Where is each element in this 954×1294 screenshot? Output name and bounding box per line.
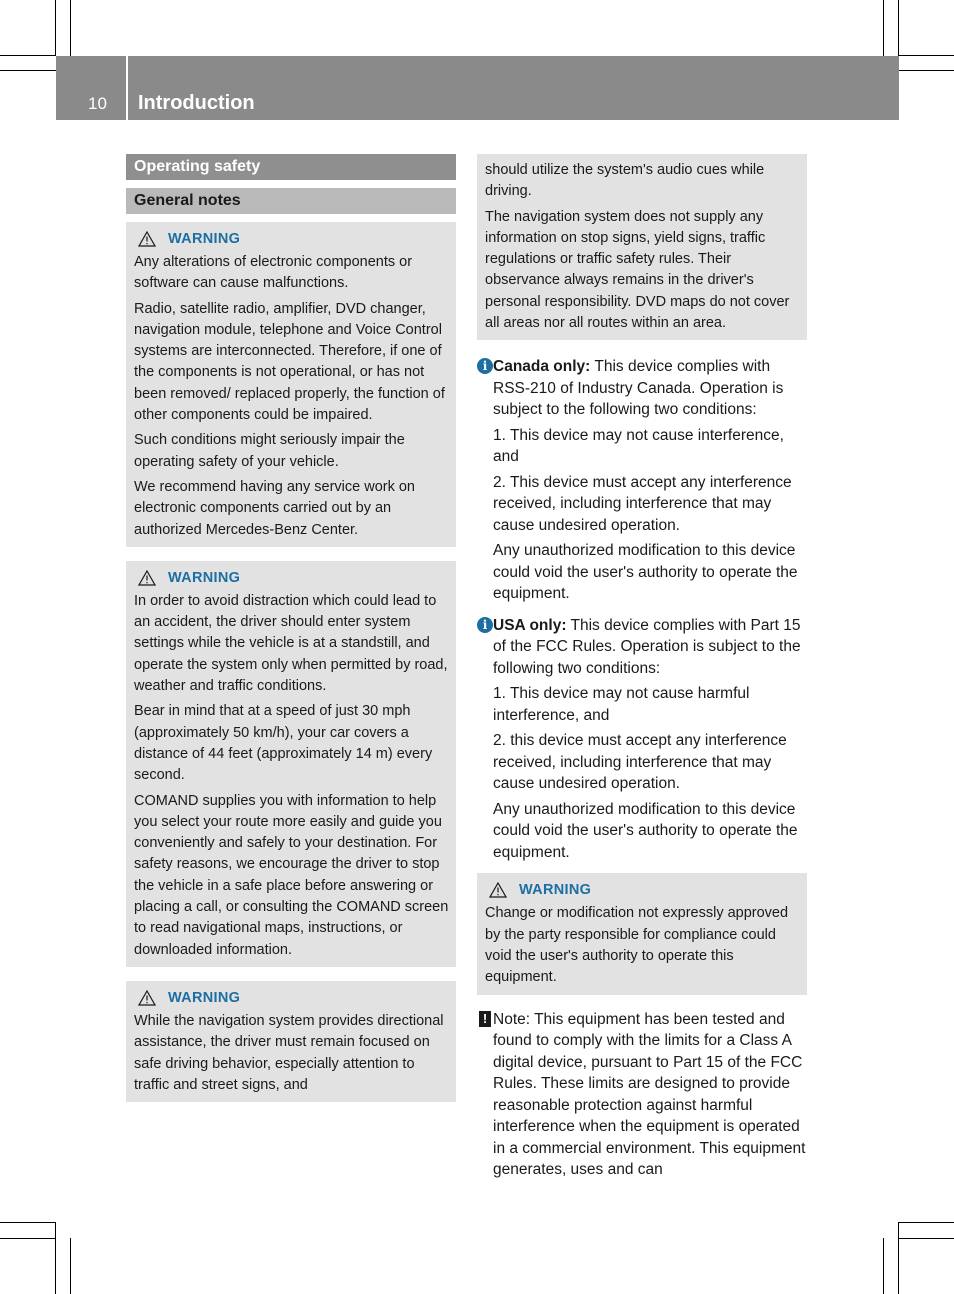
warning-text: Bear in mind that at a speed of just 30 mph (approximately 50 km/h), your car covers a distance of 44 feet (approximately 14 m) every second. (134, 703, 433, 784)
section-heading: Operating safety (126, 154, 456, 180)
crop-mark (899, 1238, 954, 1239)
warning-text: In order to avoid distraction which could lead to an accident, the driver should enter system settings while the vehicle is at a standstill, and operate the system only when permitted by road, weather and traffic conditions. (134, 592, 448, 695)
warning-triangle-icon (138, 231, 156, 247)
crop-mark (55, 0, 56, 56)
warning-text: should utilize the system's audio cues while driving. (485, 162, 765, 200)
crop-mark (0, 55, 56, 56)
crop-mark (899, 70, 954, 71)
warning-text: Such conditions might seriously impair the operating safety of your vehicle. (134, 432, 405, 470)
note-item: Any unauthorized modification to this device could void the user's authority to operate the equipment. (493, 800, 798, 861)
warning-header (134, 567, 450, 589)
warning-box (126, 222, 456, 547)
info-note-canada (477, 356, 807, 605)
crop-mark (70, 1238, 71, 1294)
note-item: 2. This device must accept any interference received, including interference that may cause undesired operation. (493, 473, 792, 534)
warning-triangle-icon (138, 570, 156, 586)
warning-label: WARNING (168, 569, 241, 586)
crop-mark (0, 1222, 56, 1223)
warning-label: WARNING (168, 231, 241, 247)
warning-box (477, 873, 807, 994)
note-item: 1. This device may not cause harmful interference, and (493, 685, 750, 724)
warning-text: We recommend having any service work on electronic components carried out by an authorized Mercedes-Benz Center. (134, 478, 415, 538)
note-item: 1. This device may not cause interference, and (493, 426, 784, 466)
left-column (126, 154, 456, 1116)
note-lead: USA only: (493, 616, 567, 634)
crop-mark (899, 55, 954, 56)
warning-text: Change or modification not expressly approved by the party responsible for compliance could void the user's authority to operate this equipment. (485, 905, 789, 986)
info-icon: i (477, 617, 493, 633)
warning-box (126, 561, 456, 967)
exclamation-icon: ! (479, 1011, 491, 1027)
crop-mark (55, 1222, 56, 1294)
crop-mark (0, 70, 56, 71)
note-item: 2. this device must accept any interference received, including interference that may cause undesired operation. (493, 732, 787, 793)
info-note-usa (477, 615, 807, 864)
note-item: Any unauthorized modification to this device could void the user's authority to operate the equipment. (493, 542, 798, 603)
note-intro (493, 356, 807, 421)
header-divider (126, 56, 128, 120)
chapter-title: Introduction (138, 92, 255, 114)
subsection-heading: General notes (126, 188, 456, 214)
warning-triangle-icon (489, 882, 507, 898)
crop-mark (898, 1222, 899, 1294)
note-intro-text: This device complies with Part 15 of the FCC Rules. Operation is subject to the following two conditions: (493, 616, 801, 677)
info-icon: i (477, 358, 493, 374)
warning-label: WARNING (519, 882, 592, 899)
crop-mark (898, 0, 899, 56)
page-header (56, 56, 899, 120)
warning-text: Any alterations of electronic components or software can cause malfunctions. (134, 254, 413, 292)
warning-text: COMAND supplies you with information to help you select your route more easily and guide you conveniently and safely to your destination. For safety reasons, we encourage the driver to stop the vehicle in a safe place before answering or placing a call, or consulting the COMAND screen to read navigational maps, instructions, or downloaded information. (134, 792, 449, 958)
warning-triangle-icon (138, 990, 156, 1006)
warning-header (134, 987, 450, 1009)
warning-box-continued (477, 154, 807, 340)
warning-header (485, 879, 801, 901)
crop-mark (70, 0, 71, 56)
caution-note (477, 1009, 807, 1181)
page-number: 10 (88, 94, 107, 113)
warning-text: The navigation system does not supply any information on stop signs, yield signs, traffic regulations or traffic safety rules. Their observance always remains in the driver's personal responsibility. DVD maps do not cover all areas nor all routes within an area. (485, 208, 790, 332)
crop-mark (883, 0, 884, 56)
crop-mark (883, 1238, 884, 1294)
crop-mark (0, 1238, 56, 1239)
note-intro (493, 615, 807, 680)
warning-text: Radio, satellite radio, amplifier, DVD changer, navigation module, telephone and Voice Control systems are interconnected. Therefore, if one of the components is not operational, or has not been removed/ replaced properly, the function of other components could be impaired. (134, 300, 445, 424)
warning-text: While the navigation system provides directional assistance, the driver must remain focused on safe driving behavior, especially attention to traffic and street signs, and (134, 1012, 444, 1093)
warning-header (134, 228, 450, 250)
right-column (477, 154, 807, 1191)
note-text: Note: This equipment has been tested and found to comply with the limits for a Class A digital device, pursuant to Part 15 of the FCC Rules. These limits are designed to provide reasonable protection against harmful interference when the equipment is operated in a commercial environment. This equipment generates, uses and can (493, 1010, 806, 1179)
crop-mark (899, 1222, 954, 1223)
warning-box (126, 981, 456, 1102)
note-lead: Canada only: (493, 358, 591, 376)
note-intro-text: This device complies with RSS-210 of Industry Canada. Operation is subject to the following two conditions: (493, 358, 784, 419)
warning-label: WARNING (168, 989, 241, 1006)
